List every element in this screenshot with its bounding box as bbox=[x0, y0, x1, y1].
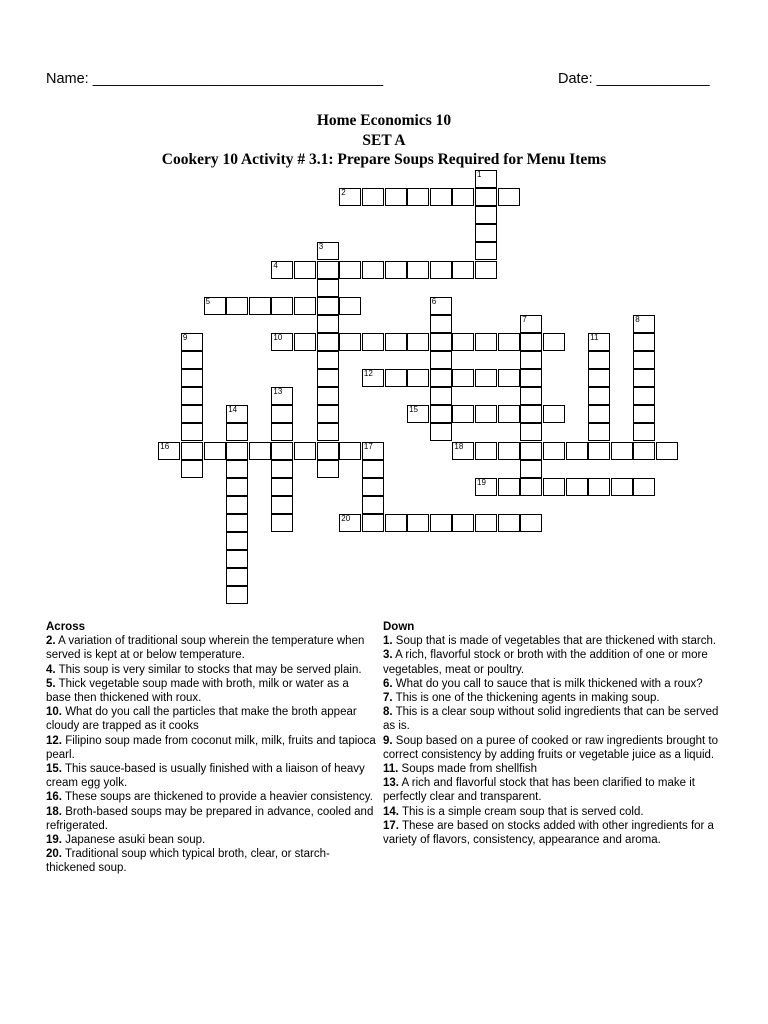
crossword-cell[interactable] bbox=[204, 442, 226, 460]
crossword-cell[interactable] bbox=[317, 333, 339, 351]
crossword-cell[interactable] bbox=[633, 423, 655, 441]
crossword-cell[interactable] bbox=[475, 170, 497, 188]
crossword-cell[interactable] bbox=[475, 442, 497, 460]
crossword-cell[interactable] bbox=[362, 460, 384, 478]
clue-number: 6. bbox=[383, 677, 393, 690]
clue-number: 12. bbox=[46, 734, 62, 747]
subject-title: Home Economics 10 bbox=[316, 112, 452, 129]
clue-number: 7. bbox=[383, 692, 393, 705]
clue-number-label: 18 bbox=[454, 441, 464, 451]
clue-text: A rich, flavorful stock or broth with the addition of one or more vegetables, meat or poultry. bbox=[383, 649, 708, 676]
crossword-cell[interactable] bbox=[475, 514, 497, 532]
clue-text: A variation of traditional soup wherein the temperature when served is kept at or below temperature. bbox=[46, 635, 365, 662]
across-clue bbox=[46, 847, 376, 875]
crossword-cell[interactable] bbox=[407, 405, 429, 423]
crossword-cell[interactable] bbox=[633, 387, 655, 405]
crossword-cell[interactable] bbox=[452, 514, 474, 532]
down-heading: Down bbox=[383, 621, 415, 633]
crossword-cell[interactable] bbox=[317, 442, 339, 460]
clue-number: 3. bbox=[383, 649, 393, 662]
clue-number: 2. bbox=[46, 635, 56, 648]
crossword-cell[interactable] bbox=[385, 261, 407, 279]
crossword-cell[interactable] bbox=[430, 514, 452, 532]
crossword-cell[interactable] bbox=[520, 333, 542, 351]
clue-number-label: 19 bbox=[477, 477, 486, 487]
clue-number-label: 12 bbox=[363, 369, 373, 379]
crossword-cell[interactable] bbox=[317, 261, 339, 279]
crossword-cell[interactable] bbox=[317, 369, 339, 387]
crossword-cell[interactable] bbox=[271, 496, 293, 514]
crossword-cell[interactable] bbox=[226, 532, 248, 550]
clue-text: These soups are thickened to provide a heavier consistency. bbox=[62, 791, 373, 804]
crossword-cell[interactable] bbox=[452, 333, 474, 351]
clue-text: This sauce-based is usually finished with a liaison of heavy cream egg yolk. bbox=[46, 763, 365, 790]
clue-number-label: 3 bbox=[318, 242, 324, 252]
crossword-cell[interactable] bbox=[362, 333, 384, 351]
crossword-cell[interactable] bbox=[543, 442, 565, 460]
clue-text: What do you call to sauce that is milk thickened with a roux? bbox=[392, 677, 703, 690]
across-heading: Across bbox=[46, 621, 85, 633]
crossword-cell[interactable] bbox=[249, 297, 271, 315]
crossword-cell[interactable] bbox=[475, 224, 497, 242]
crossword-cell[interactable] bbox=[181, 405, 203, 423]
crossword-cell[interactable] bbox=[475, 405, 497, 423]
clue-number: 17. bbox=[383, 819, 399, 832]
crossword-cell[interactable] bbox=[407, 369, 429, 387]
crossword-cell[interactable] bbox=[407, 188, 429, 206]
crossword-cell[interactable] bbox=[271, 478, 293, 496]
crossword-cell[interactable] bbox=[271, 261, 293, 279]
crossword-cell[interactable] bbox=[226, 478, 248, 496]
crossword-cell[interactable] bbox=[271, 514, 293, 532]
clue-text: Japanese asuki bean soup. bbox=[62, 834, 206, 847]
crossword-cell[interactable] bbox=[204, 297, 226, 315]
crossword-cell[interactable] bbox=[611, 442, 633, 460]
crossword-cell[interactable] bbox=[633, 478, 655, 496]
crossword-cell[interactable] bbox=[294, 442, 316, 460]
down-clue bbox=[383, 805, 723, 819]
crossword-cell[interactable] bbox=[430, 297, 452, 315]
clue-number-label: 16 bbox=[160, 441, 170, 451]
clue-number: 8. bbox=[383, 706, 393, 719]
crossword-cell[interactable] bbox=[475, 369, 497, 387]
clue-number-label: 1 bbox=[477, 170, 482, 179]
crossword-cell[interactable] bbox=[633, 351, 655, 369]
crossword-cell[interactable] bbox=[498, 478, 520, 496]
crossword-cell[interactable] bbox=[498, 333, 520, 351]
crossword-cell[interactable] bbox=[362, 442, 384, 460]
crossword-cell[interactable] bbox=[520, 369, 542, 387]
crossword-cell[interactable] bbox=[498, 442, 520, 460]
crossword-cell[interactable] bbox=[430, 387, 452, 405]
down-clue bbox=[383, 734, 723, 762]
crossword-cell[interactable] bbox=[520, 478, 542, 496]
clue-number-label: 5 bbox=[205, 296, 211, 306]
crossword-cell[interactable] bbox=[588, 369, 610, 387]
clue-number: 5. bbox=[46, 677, 56, 690]
crossword-cell[interactable] bbox=[271, 442, 293, 460]
crossword-cell[interactable] bbox=[520, 387, 542, 405]
clue-number-label: 11 bbox=[590, 332, 599, 342]
crossword-cell[interactable] bbox=[588, 442, 610, 460]
across-clue bbox=[46, 634, 376, 662]
crossword-cell[interactable] bbox=[475, 188, 497, 206]
crossword-cell[interactable] bbox=[339, 261, 361, 279]
activity-title: Cookery 10 Activity # 3.1: Prepare Soups Required for Menu Items bbox=[161, 151, 607, 168]
crossword-cell[interactable] bbox=[543, 333, 565, 351]
crossword-cell[interactable] bbox=[656, 442, 678, 460]
crossword-cell[interactable] bbox=[294, 261, 316, 279]
crossword-cell[interactable] bbox=[407, 333, 429, 351]
crossword-cell[interactable] bbox=[407, 261, 429, 279]
crossword-cell[interactable] bbox=[385, 333, 407, 351]
clue-number: 11. bbox=[383, 763, 399, 776]
crossword-cell[interactable] bbox=[430, 423, 452, 441]
clue-text: Traditional soup which typical broth, clear, or starch-thickened soup. bbox=[46, 848, 330, 875]
crossword-cell[interactable] bbox=[520, 442, 542, 460]
crossword-cell[interactable] bbox=[520, 460, 542, 478]
crossword-cell[interactable] bbox=[226, 586, 248, 604]
crossword-cell[interactable] bbox=[181, 460, 203, 478]
crossword-cell[interactable] bbox=[385, 369, 407, 387]
clue-text: This is one of the thickening agents in making soup. bbox=[392, 692, 660, 705]
crossword-cell[interactable] bbox=[633, 333, 655, 351]
crossword-cell[interactable] bbox=[226, 442, 248, 460]
crossword-cell[interactable] bbox=[317, 297, 339, 315]
across-clue bbox=[46, 705, 376, 733]
clue-number: 19. bbox=[46, 834, 62, 847]
crossword-cell[interactable] bbox=[498, 188, 520, 206]
clue-text: Broth-based soups may be prepared in advance, cooled and refrigerated. bbox=[46, 805, 374, 832]
crossword-cell[interactable] bbox=[317, 351, 339, 369]
crossword-cell[interactable] bbox=[475, 242, 497, 260]
crossword-cell[interactable] bbox=[226, 423, 248, 441]
down-clue bbox=[383, 677, 723, 691]
clue-number-label: 20 bbox=[341, 513, 351, 523]
clue-number-label: 8 bbox=[635, 314, 640, 324]
across-clue bbox=[46, 833, 376, 847]
clue-number-label: 13 bbox=[273, 387, 283, 397]
clue-number: 15. bbox=[46, 763, 62, 776]
across-clues bbox=[46, 620, 376, 876]
set-title: SET A bbox=[362, 131, 406, 149]
across-clue bbox=[46, 677, 376, 705]
crossword-cell[interactable] bbox=[181, 442, 203, 460]
down-clues bbox=[383, 620, 723, 847]
crossword-cell[interactable] bbox=[452, 405, 474, 423]
clue-text: Soups made from shellfish bbox=[398, 763, 538, 776]
down-clue bbox=[383, 634, 723, 648]
crossword-cell[interactable] bbox=[588, 478, 610, 496]
crossword-cell[interactable] bbox=[475, 333, 497, 351]
clue-number: 1. bbox=[383, 635, 393, 648]
crossword-cell[interactable] bbox=[339, 442, 361, 460]
clue-text: This is a clear soup without solid ingredients that can be served as is. bbox=[383, 706, 719, 733]
down-clue bbox=[383, 819, 723, 847]
crossword-cell[interactable] bbox=[339, 514, 361, 532]
crossword-cell[interactable] bbox=[271, 333, 293, 351]
crossword-cell[interactable] bbox=[566, 442, 588, 460]
clue-number-label: 14 bbox=[228, 405, 238, 415]
crossword-cell[interactable] bbox=[430, 351, 452, 369]
crossword-cell[interactable] bbox=[633, 442, 655, 460]
clue-text: Filipino soup made from coconut milk, milk, fruits and tapioca pearl. bbox=[46, 734, 376, 761]
crossword-cell[interactable] bbox=[317, 279, 339, 297]
across-clue bbox=[46, 805, 376, 833]
clue-number-label: 4 bbox=[273, 260, 278, 270]
clue-number-label: 9 bbox=[182, 332, 188, 342]
clue-text: These are based on stocks added with other ingredients for a variety of flavors, consistency, appearance and aroma. bbox=[383, 819, 714, 847]
down-clue bbox=[383, 648, 723, 676]
clue-text: This soup is very similar to stocks that may be served plain. bbox=[55, 663, 362, 676]
crossword-cell[interactable] bbox=[633, 405, 655, 423]
clue-number-label: 10 bbox=[273, 332, 283, 342]
crossword-cell[interactable] bbox=[633, 369, 655, 387]
crossword-cell[interactable] bbox=[520, 315, 542, 333]
crossword-cell[interactable] bbox=[498, 514, 520, 532]
crossword-cell[interactable] bbox=[339, 297, 361, 315]
clue-number-label: 15 bbox=[409, 405, 418, 415]
crossword-cell[interactable] bbox=[271, 297, 293, 315]
crossword-cell[interactable] bbox=[226, 514, 248, 532]
down-clue-list bbox=[383, 634, 723, 847]
crossword-cell[interactable] bbox=[566, 478, 588, 496]
crossword-cell[interactable] bbox=[317, 460, 339, 478]
crossword-cell[interactable] bbox=[226, 496, 248, 514]
clue-text: A rich and flavorful stock that has been clarified to make it perfectly clear and transparent. bbox=[383, 777, 695, 804]
crossword-cell[interactable] bbox=[430, 188, 452, 206]
crossword-cell[interactable] bbox=[588, 423, 610, 441]
across-clue bbox=[46, 663, 376, 677]
crossword-cell[interactable] bbox=[226, 568, 248, 586]
crossword-cell[interactable] bbox=[520, 423, 542, 441]
crossword-cell[interactable] bbox=[271, 423, 293, 441]
crossword-cell[interactable] bbox=[181, 351, 203, 369]
clue-number: 9. bbox=[383, 734, 393, 747]
crossword-cell[interactable] bbox=[611, 478, 633, 496]
crossword-cell[interactable] bbox=[181, 387, 203, 405]
crossword-cell[interactable] bbox=[226, 405, 248, 423]
crossword-cell[interactable] bbox=[588, 333, 610, 351]
crossword-cell[interactable] bbox=[181, 333, 203, 351]
clue-text: Soup based on a puree of cooked or raw ingredients brought to correct consistency by adding fruits or vegetable juice as a liquid. bbox=[383, 734, 719, 761]
clue-number-label: 17 bbox=[363, 441, 373, 451]
crossword-cell[interactable] bbox=[362, 261, 384, 279]
clue-number: 18. bbox=[46, 805, 62, 818]
crossword-cell[interactable] bbox=[339, 333, 361, 351]
crossword-cell[interactable] bbox=[362, 369, 384, 387]
crossword-cell[interactable] bbox=[317, 242, 339, 260]
crossword-cell[interactable] bbox=[362, 188, 384, 206]
clue-number: 14. bbox=[383, 805, 399, 818]
clue-text: Thick vegetable soup made with broth, milk or water as a base then thickened with roux. bbox=[46, 677, 349, 705]
crossword-cell[interactable] bbox=[226, 550, 248, 568]
down-clue bbox=[383, 705, 723, 733]
crossword-cell[interactable] bbox=[362, 478, 384, 496]
clue-text: Soup that is made of vegetables that are thickened with starch. bbox=[392, 635, 717, 648]
crossword-cell[interactable] bbox=[452, 188, 474, 206]
crossword-cell[interactable] bbox=[430, 369, 452, 387]
clue-number-label: 2 bbox=[341, 188, 346, 198]
crossword-cell[interactable] bbox=[543, 405, 565, 423]
crossword-cell[interactable] bbox=[452, 442, 474, 460]
crossword-cell[interactable] bbox=[498, 369, 520, 387]
crossword-cell[interactable] bbox=[520, 405, 542, 423]
crossword-cell[interactable] bbox=[317, 423, 339, 441]
crossword-cell[interactable] bbox=[543, 478, 565, 496]
crossword-cell[interactable] bbox=[294, 333, 316, 351]
crossword-cell[interactable] bbox=[430, 315, 452, 333]
clue-number: 4. bbox=[46, 663, 56, 676]
clue-number-label: 7 bbox=[522, 314, 527, 324]
crossword-cell[interactable] bbox=[407, 514, 429, 532]
crossword-cell[interactable] bbox=[385, 514, 407, 532]
crossword-cell[interactable] bbox=[385, 188, 407, 206]
crossword-cell[interactable] bbox=[294, 297, 316, 315]
down-clue bbox=[383, 762, 723, 776]
down-clue bbox=[383, 776, 723, 804]
crossword-cell[interactable] bbox=[430, 261, 452, 279]
crossword-cell[interactable] bbox=[226, 460, 248, 478]
crossword-cell[interactable] bbox=[362, 514, 384, 532]
crossword-cell[interactable] bbox=[475, 206, 497, 224]
crossword-cell[interactable] bbox=[498, 405, 520, 423]
crossword-cell[interactable] bbox=[181, 423, 203, 441]
name-field-label[interactable]: Name: ____________________________________ bbox=[46, 71, 384, 87]
crossword-cell[interactable] bbox=[271, 405, 293, 423]
crossword-cell[interactable] bbox=[475, 478, 497, 496]
crossword-cell[interactable] bbox=[317, 405, 339, 423]
across-clue bbox=[46, 734, 376, 762]
clue-text: This is a simple cream soup that is served cold. bbox=[399, 805, 644, 818]
crossword-cell[interactable] bbox=[588, 351, 610, 369]
crossword-cell[interactable] bbox=[181, 369, 203, 387]
crossword-cell[interactable] bbox=[588, 387, 610, 405]
across-clue-list bbox=[46, 634, 376, 875]
date-field-label[interactable]: Date: ______________ bbox=[558, 71, 710, 87]
clue-number: 10. bbox=[46, 706, 62, 719]
clue-text: What do you call the particles that make the broth appear cloudy are trapped as it cooks bbox=[46, 706, 357, 733]
clue-number: 16. bbox=[46, 791, 62, 804]
crossword-cell[interactable] bbox=[520, 351, 542, 369]
crossword-cell[interactable] bbox=[520, 514, 542, 532]
clue-number-label: 6 bbox=[431, 296, 437, 306]
crossword-cell[interactable] bbox=[588, 405, 610, 423]
crossword-cell[interactable] bbox=[430, 405, 452, 423]
across-clue bbox=[46, 762, 376, 790]
crossword-cell[interactable] bbox=[158, 442, 180, 460]
crossword-cell[interactable] bbox=[475, 261, 497, 279]
crossword-cell[interactable] bbox=[226, 297, 248, 315]
crossword-cell[interactable] bbox=[249, 442, 271, 460]
clue-number: 20. bbox=[46, 848, 62, 861]
clue-number: 13. bbox=[383, 777, 399, 790]
crossword-cell[interactable] bbox=[317, 387, 339, 405]
crossword-cell[interactable] bbox=[430, 333, 452, 351]
crossword-cell[interactable] bbox=[271, 460, 293, 478]
crossword-cell[interactable] bbox=[452, 261, 474, 279]
across-clue bbox=[46, 790, 376, 804]
crossword-cell[interactable] bbox=[339, 188, 361, 206]
crossword-cell[interactable] bbox=[362, 496, 384, 514]
crossword-cell[interactable] bbox=[271, 387, 293, 405]
crossword-cell[interactable] bbox=[452, 369, 474, 387]
down-clue bbox=[383, 691, 723, 705]
crossword-cell[interactable] bbox=[633, 315, 655, 333]
crossword-cell[interactable] bbox=[317, 315, 339, 333]
